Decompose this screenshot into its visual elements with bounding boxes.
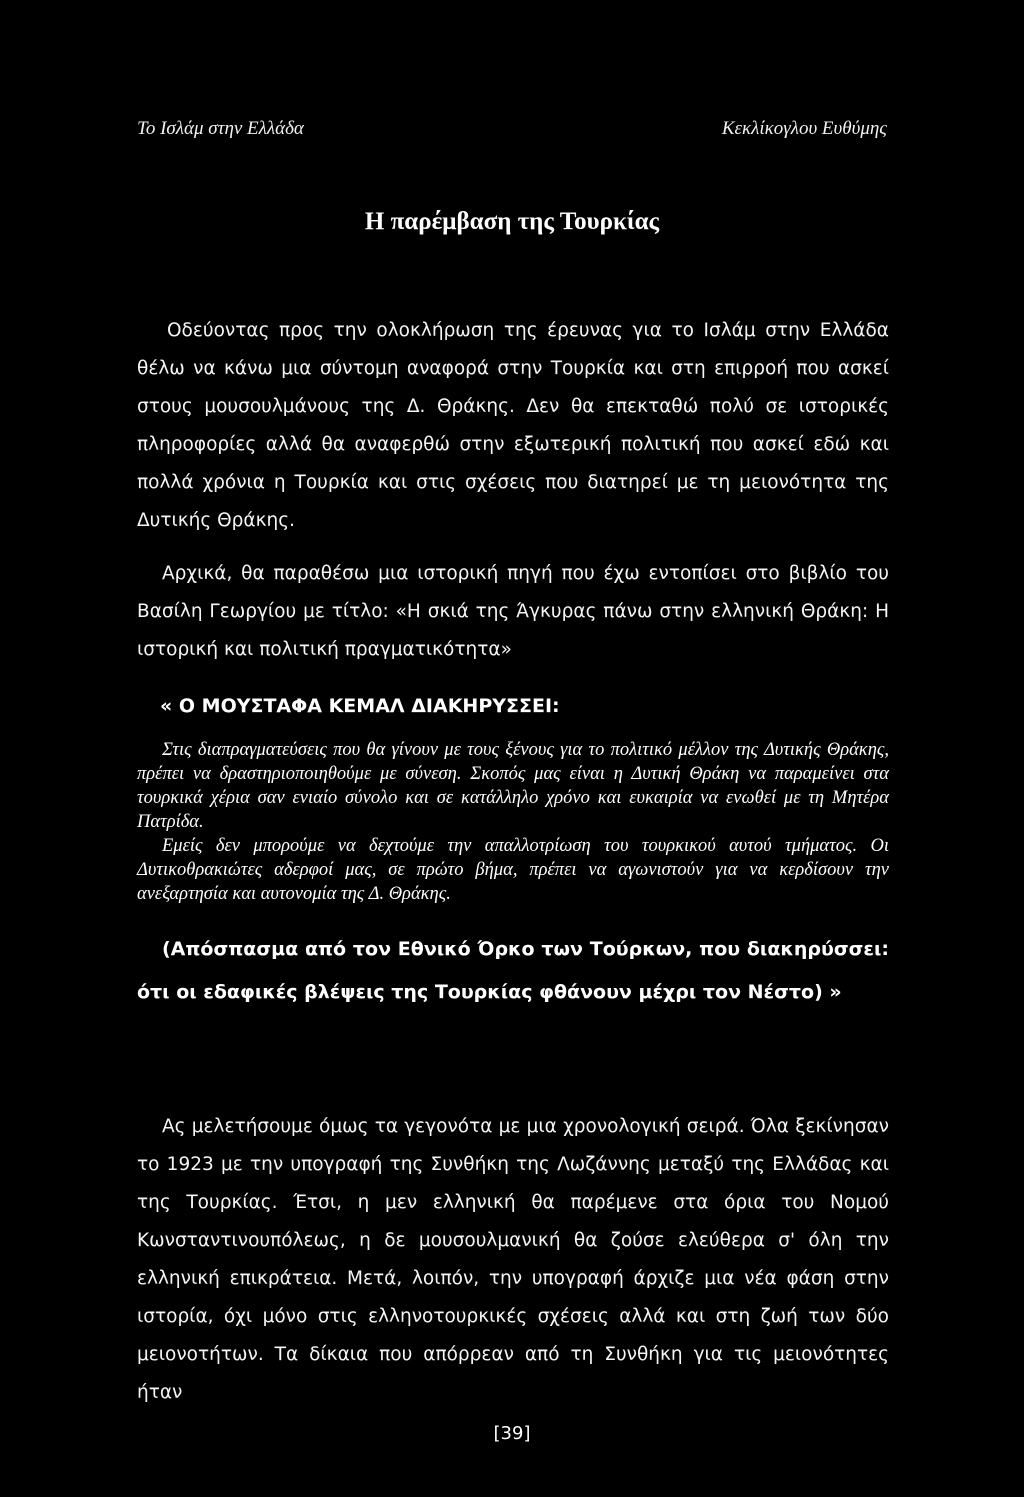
quote-closing: (Απόσπασμα από τον Εθνικό Όρκο των Τούρκων, που διακηρύσσει: ότι οι εδαφικές βλέψεις της Τουρκίας φθάνουν μέχρι τον Νέστο) » <box>137 938 889 1003</box>
page-number: [39] <box>493 1423 531 1444</box>
quote-paragraph: Εμείς δεν μπορούμε να δεχτούμε την απαλλοτρίωση του τουρκικού αυτού τμήματος. Οι Δυτικοθρακιώτες αδερφοί μας, σε πρώτο βήμα, πρέπει να αγωνιστούν για να κερδίσουν την ανεξαρτησία και αυτονομία της Δ. Θράκης. <box>137 836 889 904</box>
section-title: Η παρέμβαση της Τουρκίας <box>364 208 660 235</box>
quote-heading: « Ο ΜΟΥΣΤΑΦΑ ΚΕΜΑΛ ΔΙΑΚΗΡΥΣΣΕΙ: <box>160 695 560 717</box>
running-header-author: Κεκλίκογλου Ευθύμης <box>721 118 887 139</box>
running-header-title: Το Ισλάμ στην Ελλάδα <box>137 118 304 139</box>
quote-body <box>137 738 889 906</box>
quote-paragraph: Στις διαπραγματεύσεις που θα γίνουν με τους ξένους για το πολιτικό μέλλον της Δυτικής Θράκης, πρέπει να δραστηριοποιηθούμε με σύνεση. Σκοπός μας είναι η Δυτική Θράκη να παραμείνει στα τουρκικά χέρια σαν ενιαίο σύνολο και σε κατάλληλο χρόνο και ευκαιρία να ενωθεί με τη Μητέρα Πατρίδα. <box>137 740 889 832</box>
paragraph-chronology: Ας μελετήσουμε όμως τα γεγονότα με μια χρονολογική σειρά. Όλα ξεκίνησαν το 1923 με την υπογραφή της Συνθήκη της Λωζάννης μεταξύ της Ελλάδας και της Τουρκίας. Έτσι, η μεν ελληνική θα παρέμενε στα όρια του Νομού Κωνσταντινουπόλεως, η δε μουσουλμανική θα ζούσε ελεύθερα σ' όλη την ελληνική επικράτεια. Μετά, λοιπόν, την υπογραφή άρχιζε μια νέα φάση στην ιστορία, όχι μόνο στις ελληνοτουρκικές σχέσεις αλλά και στη ζωή των δύο μειονοτήτων. Τα δίκαια που απόρρεαν από τη Συνθήκη για τις μειονότητες ήταν <box>137 1116 889 1403</box>
paragraph-intro: Οδεύοντας προς την ολοκλήρωση της έρευνας για το Ισλάμ στην Ελλάδα θέλω να κάνω μια σύντομη αναφορά στην Τουρκία και στη επιρροή που ασκεί στους μουσουλμάνους της Δ. Θράκης. Δεν θα επεκταθώ πολύ σε ιστορικές πληροφορίες αλλά θα αναφερθώ στην εξωτερική πολιτική που ασκεί εδώ και πολλά χρόνια η Τουρκία και στις σχέσεις που διατηρεί με τη μειονότητα της Δυτικής Θράκης. <box>137 320 889 531</box>
paragraph-source: Αρχικά, θα παραθέσω μια ιστορική πηγή που έχω εντοπίσει στο βιβλίο του Βασίλη Γεωργίου με τίτλο: «Η σκιά της Άγκυρας πάνω στην ελληνική Θράκη: Η ιστορική και πολιτική πραγματικότητα» <box>137 563 889 660</box>
